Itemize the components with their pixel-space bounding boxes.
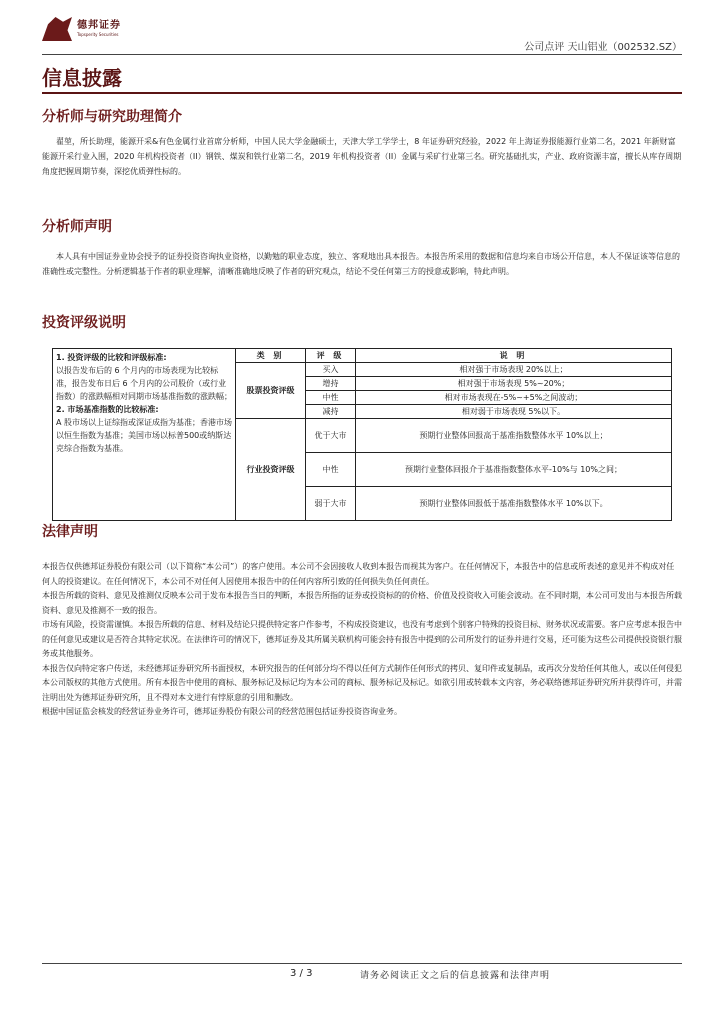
col-rating: 评 级 (306, 349, 356, 363)
col-category: 类 别 (236, 349, 306, 363)
company-logo (42, 16, 138, 42)
logo-name-en: Topsperity Securities (77, 32, 119, 37)
rating-desc: 预期行业整体回报介于基准指数整体水平-10%与 10%之间； (356, 453, 672, 487)
stock-rating-category: 股票投资评级 (236, 363, 306, 419)
footer-note: 请务必阅读正文之后的信息披露和法律声明 (360, 971, 551, 981)
analyst-intro-text (42, 134, 682, 179)
legal-paragraph: 市场有风险，投资需谨慎。本报告所载的信息、材料及结论只提供特定客户作参考，不构成投资建议，也没有考虑到个别客户特殊的投资目标、财务状况或需要。客户应考虑本报告中的任何意见或建议是否符合其特定状况。在法律许可的情况下，德邦证券及其所属关联机构可能会持有报告中提到的公司所发行的证券并进行交易，还可能为这些公司提供投资银行服务或其他服务。 (42, 620, 682, 658)
rating-desc: 相对强于市场表现 20%以上； (356, 363, 672, 377)
analyst-statement-paragraph: 本人具有中国证券业协会授予的证券投资咨询执业资格，以勤勉的职业态度，独立、客观地出具本报告。本报告所采用的数据和信息均来自市场公开信息，本人不保证该等信息的准确性或完整性。分析逻辑基于作者的职业理解，清晰准确地反映了作者的研究观点，结论不受任何第三方的授意或影响，特此声明。 (42, 252, 680, 276)
rating-note-body-1: 以报告发布后的 6 个月内的市场表现为比较标准，报告发布日后 6 个月内的公司股价（或行业指数）的涨跌幅相对同期市场基准指数的涨跌幅； (56, 366, 232, 401)
rating-table (52, 348, 672, 521)
legal-heading: 法律声明 (42, 524, 98, 540)
page-header (42, 14, 682, 54)
analyst-statement-heading: 分析师声明 (42, 219, 112, 235)
rating-desc: 预期行业整体回报高于基准指数整体水平 10%以上； (356, 419, 672, 453)
footer-divider (42, 963, 682, 964)
rating-desc: 预期行业整体回报低于基准指数整体水平 10%以下。 (356, 487, 672, 521)
legal-paragraph: 本报告所载的资料、意见及推测仅反映本公司于发布本报告当日的判断，本报告所指的证券或投资标的的价格、价值及投资收入可能会波动。在不同时期，本公司可发出与本报告所载资料、意见及推测不一致的报告。 (42, 591, 682, 615)
rating-desc: 相对市场表现在-5%~+5%之间波动； (356, 391, 672, 405)
rating-note-title-1: 1. 投资评级的比较和评级标准: (56, 353, 167, 362)
analyst-intro-heading: 分析师与研究助理简介 (42, 109, 182, 125)
rating-level: 买入 (306, 363, 356, 377)
col-desc: 说 明 (356, 349, 672, 363)
rating-heading: 投资评级说明 (42, 315, 126, 331)
logo-mark-icon (42, 17, 72, 41)
industry-rating-category: 行业投资评级 (236, 419, 306, 521)
rating-level: 优于大市 (306, 419, 356, 453)
rating-level: 减持 (306, 405, 356, 419)
section-title: 信息披露 (42, 66, 122, 90)
rating-level: 弱于大市 (306, 487, 356, 521)
rating-level: 中性 (306, 391, 356, 405)
legal-text (42, 560, 682, 720)
legal-paragraph: 本报告仅供德邦证券股份有限公司（以下简称“本公司”）的客户使用。本公司不会因接收人收到本报告而视其为客户。在任何情况下，本报告中的信息或所表述的意见并不构成对任何人的投资建议。在任何情况下，本公司不对任何人因使用本报告中的任何内容所引致的任何损失负任何责任。 (42, 562, 675, 586)
rating-level: 中性 (306, 453, 356, 487)
rating-note-title-2: 2. 市场基准指数的比较标准: (56, 405, 159, 414)
report-type-and-stock: 公司点评 天山铝业（002532.SZ） (524, 42, 682, 53)
logo-name-cn: 德邦证券 (77, 20, 121, 31)
rating-level: 增持 (306, 377, 356, 391)
legal-paragraph: 本报告仅向特定客户传送，未经德邦证券研究所书面授权，本研究报告的任何部分均不得以任何方式制作任何形式的拷贝、复印件或复制品，或再次分发给任何其他人，或以任何侵犯本公司版权的其他方式使用。所有本报告中使用的商标、服务标记及标记均为本公司的商标、服务标记及标记。如欲引用或转载本文内容，务必联络德邦证券研究所并获得许可，并需注明出处为德邦证券研究所，且不得对本文进行有悖原意的引用和删改。 (42, 663, 682, 702)
rating-note (53, 349, 236, 521)
rating-desc: 相对弱于市场表现 5%以下。 (356, 405, 672, 419)
page-number: 3 / 3 (290, 968, 313, 979)
header-divider (42, 54, 682, 55)
rating-note-body-2: A 股市场以上证综指或深证成指为基准；香港市场以恒生指数为基准；美国市场以标普500或纳斯达克综合指数为基准。 (56, 418, 233, 453)
analyst-intro-paragraph: 翟堃，所长助理，能源开采&有色金属行业首席分析师，中国人民大学金融硕士，天津大学工学学士，8 年证券研究经验，2022 年上海证券报能源行业第二名，2021 年新财富能源开采行业入围，2020 年机构投资者（II）钢铁、煤炭和铁行业第二名，2019 年机构投资者（II）金属与采矿行业第三名。研究基础扎实，产业、政府资源丰富，擅长从库存周期角度把握周期节奏，深挖优质弹性标的。 (42, 137, 682, 176)
analyst-statement-text (42, 249, 682, 279)
legal-paragraph: 根据中国证监会核发的经营证券业务许可，德邦证券股份有限公司的经营范围包括证券投资咨询业务。 (42, 707, 402, 716)
section-divider (42, 92, 682, 94)
rating-desc: 相对强于市场表现 5%~20%； (356, 377, 672, 391)
